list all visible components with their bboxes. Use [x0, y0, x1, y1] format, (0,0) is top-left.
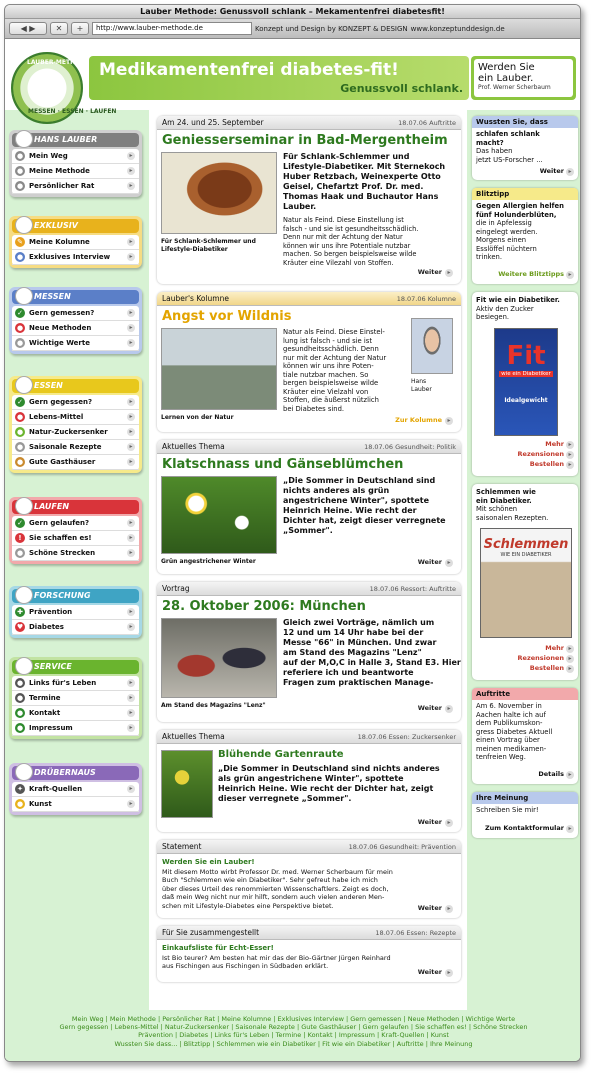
flask-icon: ⚗ [15, 586, 33, 604]
nav-item-gute-gasthaeuser[interactable]: ● Gute Gasthäuser ▸ [12, 455, 139, 470]
article-statement [157, 840, 461, 918]
method-icon: ● [16, 167, 24, 175]
nav-item-neue-methoden[interactable]: ● Neue Methoden ▸ [12, 321, 139, 336]
nav-item-meine-methode[interactable]: ● Meine Methode ▸ [12, 164, 139, 179]
box-auftritte [472, 688, 578, 784]
article-title[interactable]: Geniesserseminar in Bad-Mergentheim [162, 133, 448, 148]
article-text: Für Schlank-Schlemmer und Lifestyle-Diabetiker. Mit Sternekoch Huber Retzbach, Weinexperte Otto Geisel, Chefartzt Prof. Dr. med. Thomas Haak und Buchautor Hans Lauber. [283, 152, 446, 211]
article-text: Natur als Feind. Diese Einstel- lung ist falsch - und sie ist gesundheitsschädlich. Denn nur mit der Achtung der Natur können wir uns ihre Poten- tiale nutzbar machen. So bergen beispielsweise wilde Kräuter eine Vielzahl von Stoffen, die äußerst nützlich bei Diabetes sind. [283, 328, 387, 413]
lauber-line2: ein Lauber. [478, 73, 534, 84]
nav-group-exklusiv [9, 216, 142, 268]
box-text: Das haben jetzt US-Forscher ... [476, 147, 543, 164]
arrow-icon: ▸ [127, 324, 135, 332]
box-text: Schreiben Sie mir! [476, 806, 539, 814]
article-header: Für Sie zusammengestellt 18.07.06 Essen: Rezepte [157, 926, 461, 940]
site-logo[interactable] [11, 52, 117, 124]
article-header: Vortrag 18.07.06 Ressort: Auftritte [157, 582, 461, 596]
arrow-icon: ▸ [127, 309, 135, 317]
article-geniesserseminar [157, 116, 461, 284]
recipe-icon: ● [16, 443, 24, 451]
arrow-icon: ▸ [127, 709, 135, 717]
plant-image[interactable] [161, 750, 213, 818]
article-title[interactable]: 28. Oktober 2006: München [162, 599, 366, 614]
goal-icon: ! [15, 533, 25, 543]
arrow-icon: ▸ [127, 608, 135, 616]
arrow-icon: ▸ [127, 694, 135, 702]
plant-icon: ● [16, 428, 24, 436]
weiter-link[interactable]: Weiter ▸ [418, 818, 453, 827]
nav-item-links[interactable]: ● Links für's Leben ▸ [12, 676, 139, 691]
runner-icon: ➤ [15, 497, 33, 515]
box-text: Aktiv den Zucker besiegen. [476, 304, 534, 321]
page-content [5, 40, 581, 1062]
nav-item-mein-weg[interactable]: ● Mein Weg ▸ [12, 149, 139, 164]
footer-links [5, 1010, 581, 1062]
nav-item-diabetes[interactable]: ♥ Diabetes ▸ [12, 620, 139, 635]
portrait-image[interactable] [411, 318, 453, 374]
nav-item-schoene-strecken[interactable]: ● Schöne Strecken ▸ [12, 546, 139, 561]
route-icon: ● [16, 549, 24, 557]
nav-item-kunst[interactable]: ● Kunst ▸ [12, 797, 139, 812]
nav-head-exklusiv[interactable]: ★ EXKLUSIV [12, 219, 139, 233]
logo-text-top: LAUBER-METHODE [27, 59, 90, 66]
source-icon: ✦ [15, 784, 25, 794]
article-header: Am 24. und 25. September 18.07.06 Auftritte [157, 116, 461, 130]
nav-group-forschung [9, 586, 142, 638]
weiter-link[interactable]: Weiter ▸ [540, 167, 574, 176]
weiter-link[interactable]: Weiter ▸ [418, 968, 453, 977]
footer-line[interactable]: Mein Weg | Mein Methode | Persönlicher Rat | Meine Kolumne | Exklusives Interview | Gern gemessen | Neue Methoden | Wichtige Werte [71, 1015, 516, 1023]
nav-head-essen[interactable]: ✂ ESSEN [12, 379, 139, 393]
nav-group-drueberaus [9, 763, 142, 815]
banner [89, 56, 469, 100]
heart-icon: ♥ [16, 623, 24, 631]
globe-icon: ◉ [15, 763, 33, 781]
calendar-icon: ● [16, 694, 24, 702]
arrow-icon: ▸ [127, 724, 135, 732]
nav-item-gern-gelaufen[interactable]: ✓ Gern gelaufen? ▸ [12, 516, 139, 531]
footer-line[interactable]: Prävention | Diabetes | Links für's Leben | Termine | Kontakt | Impressum | Kraft-Quellen | Kunst [138, 1031, 449, 1040]
article-text: „Die Sommer in Deutschland sind nichts anderes als grün angestrichene Winter", spottete Heinrich Heine. Wie recht der Dichter hat, zeigt dieser verregnete „Sommer". [283, 476, 446, 535]
nav-item-impressum[interactable]: ● Impressum ▸ [12, 721, 139, 736]
article-title[interactable]: Angst vor Wildnis [162, 309, 292, 324]
nav-item-gern-gegessen[interactable]: ✓ Gern gegessen? ▸ [12, 395, 139, 410]
box-bold-text: Schlemmen wie ein Diabetiker. [476, 488, 536, 505]
article-header: Lauber's Kolumne 18.07.06 Kolumne [157, 292, 461, 306]
image-caption: Lernen von der Natur [161, 414, 234, 421]
nav-item-kraft-quellen[interactable]: ✦ Kraft-Quellen ▸ [12, 782, 139, 797]
food-image[interactable] [161, 152, 277, 234]
box-bold-text: Gegen Allergien helfen fünf Holunderblüten, [476, 202, 564, 219]
statement-title[interactable]: Werden Sie ein Lauber! [162, 858, 255, 866]
weiter-link[interactable]: Weiter ▸ [418, 558, 453, 567]
box-bold-text: Fit wie ein Diabetiker. [476, 296, 560, 304]
nav-item-lebens-mittel[interactable]: ● Lebens-Mittel ▸ [12, 410, 139, 425]
advice-icon: ● [16, 182, 24, 190]
nav-item-gern-gemessen[interactable]: ✓ Gern gemessen? ▸ [12, 306, 139, 321]
interview-icon: ● [16, 253, 24, 261]
box-wussten-sie [472, 116, 578, 180]
nav-head-hans-lauber[interactable]: ☺ HANS LAUBER [12, 133, 139, 147]
article-vortrag [157, 582, 461, 722]
browser-toolbar [5, 19, 580, 39]
arrow-icon: ▸ [127, 534, 135, 542]
lauber-signature: Prof. Werner Scherbaum [478, 84, 551, 91]
birds-image[interactable] [161, 328, 277, 410]
box-fit-wie-ein-diabetiker [472, 292, 578, 476]
rezensionen-link[interactable]: Rezensionen ▸ [518, 654, 574, 663]
link-icon: ● [16, 679, 24, 687]
star-icon: ★ [15, 216, 33, 234]
bestellen-link[interactable]: Bestellen ▸ [530, 664, 574, 673]
article-header: Statement 18.07.06 Gesundheit: Prävention [157, 840, 461, 854]
nav-group-service [9, 657, 142, 739]
logo-text-bottom: MESSEN · ESSEN · LAUFEN [28, 108, 117, 115]
article-text: Gleich zwei Vorträge, nämlich um 12 und um 14 Uhr habe bei der Messe "66" in München. Und zwar am Stand des Magazins "Lenz" auf der M,O,C in Halle 3, Stand E3. Hier referiere ich und beantworte Fragen zum praktischen Manage- [283, 618, 461, 687]
values-icon: ● [16, 339, 24, 347]
article-header: Aktuelles Thema 18.07.06 Essen: Zuckersenker [157, 730, 461, 744]
nav-item-saisonale-rezepte[interactable]: ● Saisonale Rezepte ▸ [12, 440, 139, 455]
statement-text: Mit diesem Motto wirbt Professor Dr. med. Werner Scherbaum für mein Buch "Schlemmen wie ein Diabetiker". Sehr gefreut habe ich mich über dieses Urteil des renommierten Wissenschaftlers. Zeigt es doch, daß mein Weg nicht nur mir hilft, sondern auch vielen anderen Men- schen mit Lifestyle-Diabetes eine Perspektive bietet. [162, 868, 393, 910]
weiter-link[interactable]: Weiter ▸ [418, 268, 453, 277]
pen-icon: ✎ [15, 237, 25, 247]
arrow-icon: ▸ [127, 428, 135, 436]
article-header: Aktuelles Thema 18.07.06 Gesundheit: Politik [157, 440, 461, 454]
nav-item-persoenlicher-rat[interactable]: ● Persönlicher Rat ▸ [12, 179, 139, 194]
nav-item-kontakt[interactable]: ● Kontakt ▸ [12, 706, 139, 721]
back-forward-button[interactable]: ◀ ▶ [9, 22, 47, 35]
arrow-icon: ▸ [127, 398, 135, 406]
nav-group-essen [9, 376, 142, 473]
measure-icon: ✓ [15, 287, 33, 305]
footer-line[interactable]: Wussten Sie dass... | Blitztipp | Schlemmen wie ein Diabetiker | Fit wie ein Diabetiker | Auftritte | Ihre Meinung [114, 1039, 473, 1048]
arrow-icon: ▸ [127, 152, 135, 160]
window-title: Lauber Methode: Genussvoll schlank – Mekamentenfrei diabetesfit! [5, 5, 580, 19]
arrow-icon: ▸ [127, 182, 135, 190]
contact-icon: ● [16, 709, 24, 717]
nav-head-drueberaus[interactable]: ◉ DRÜBERNAUS [12, 766, 139, 780]
nav-item-sie-schaffen-es[interactable]: ! Sie schaffen es! ▸ [12, 531, 139, 546]
event-image[interactable] [161, 618, 277, 698]
art-icon: ● [16, 800, 24, 808]
arrow-icon: ▸ [127, 458, 135, 466]
check-icon: ✓ [15, 397, 25, 407]
nav-item-praevention[interactable]: ✚ Prävention ▸ [12, 605, 139, 620]
arrow-icon: ▸ [127, 167, 135, 175]
check-icon: ✓ [15, 308, 25, 318]
check-icon: ✓ [15, 518, 25, 528]
banner-title: Medikamentenfrei diabetes-fit! [99, 60, 399, 80]
arrow-icon: ▸ [127, 339, 135, 347]
bestellen-link[interactable]: Bestellen ▸ [530, 460, 574, 469]
nav-group-messen [9, 287, 142, 354]
arrow-icon: ▸ [127, 253, 135, 261]
box-text: Am 6. November in Aachen halte ich auf dem Publikumskon- gress Diabetes Aktuell einen Vortrag über meinen medikamen- tenfreien Weg. [476, 702, 553, 761]
rezensionen-link[interactable]: Rezensionen ▸ [518, 450, 574, 459]
article-text: „Die Sommer in Deutschland sind nichts anderes als grün angestrichene Winter", spottete Heinrich Heine. Wie recht der Dichter hat, zeigt dieser verregnete „Sommer". [218, 764, 440, 803]
nav-head-forschung[interactable]: ⚗ FORSCHUNG [12, 589, 139, 603]
nav-head-messen[interactable]: ✓ MESSEN [12, 290, 139, 304]
box-text: die in Apfelessig eingelegt werden. Morgens einen Esslöffel nüchtern trinken. [476, 219, 538, 261]
nav-head-service[interactable]: ✚ SERVICE [12, 660, 139, 674]
cutlery-icon: ✂ [15, 376, 33, 394]
nav-group-laufen [9, 497, 142, 564]
browser-window [4, 4, 581, 1062]
person-icon: ☺ [15, 130, 33, 148]
mehr-link[interactable]: Mehr ▸ [545, 644, 574, 653]
cross-icon: ✚ [15, 607, 25, 617]
food-icon: ● [16, 413, 24, 421]
kontaktformular-link[interactable]: Zum Kontaktformular ▸ [485, 824, 574, 833]
daisies-image[interactable] [161, 476, 277, 554]
article-klatschnass [157, 440, 461, 574]
box-header: Ihre Meinung [472, 792, 578, 804]
box-blitztipp [472, 188, 578, 284]
path-icon: ● [16, 152, 24, 160]
box-header: Wussten Sie, dass [472, 116, 578, 128]
arrow-icon: ▸ [127, 238, 135, 246]
nav-group-hans-lauber [9, 130, 142, 197]
lauber-box[interactable] [471, 56, 576, 100]
arrow-icon: ▸ [127, 785, 135, 793]
nav-item-natur-zuckersenker[interactable]: ● Natur-Zuckersenker ▸ [12, 425, 139, 440]
box-header: Auftritte [472, 688, 578, 700]
site-header [5, 40, 581, 110]
new-icon: ● [16, 324, 24, 332]
nav-item-exklusives-interview[interactable]: ● Exklusives Interview ▸ [12, 250, 139, 265]
article-small-text: Natur als Feind. Diese Einstellung ist falsch - und sie ist gesundheitsschädlich. Denn nur mit der Achtung der Natur können wir uns ihre Potentiale nutzbar machen. So bergen beispielsweise wilde Kräuter eine Vilezahl von Stoffen. [283, 216, 419, 267]
nav-item-meine-kolumne[interactable]: ✎ Meine Kolumne ▸ [12, 235, 139, 250]
nav-head-laufen[interactable]: ➤ LAUFEN [12, 500, 139, 514]
footer-line[interactable]: Gern gegessen | Lebens-Mittel | Natur-Zuckersenker | Saisonale Rezepte | Gute Gasthäuser | Gern gelaufen | Sie schaffen es! | Schöne Strecken [59, 1023, 528, 1032]
arrow-icon: ▸ [127, 679, 135, 687]
info-icon: ● [16, 724, 24, 732]
image-caption: Für Schlank-Schlemmer und Lifestyle-Diabetiker [161, 238, 256, 253]
list-text: Ist Bio teurer? Am besten hat mir das der Bio-Gärtner Jürgen Reinhard aus Fischingen aus Fischingen in Südbaden erklärt. [162, 954, 391, 971]
details-link[interactable]: Details ▸ [538, 770, 574, 779]
nav-item-wichtige-werte[interactable]: ● Wichtige Werte ▸ [12, 336, 139, 351]
zur-kolumne-link[interactable]: Zur Kolumne ▸ [395, 416, 453, 425]
weiter-link[interactable]: Weiter ▸ [418, 704, 453, 713]
book-cover-schlemmen[interactable]: Schlemmen WIE EIN DIABETIKER [480, 528, 572, 638]
book-cover-fit[interactable]: Fit wie ein Diabetiker Idealgewicht [494, 328, 558, 436]
lauber-line1: Werden Sie [478, 62, 535, 73]
article-einkaufsliste [157, 926, 461, 982]
arrow-icon: ▸ [127, 549, 135, 557]
box-schlemmen-wie-ein-diabetiker [472, 484, 578, 680]
address-bar[interactable]: http://www.lauber-methode.de [92, 22, 252, 35]
nav-item-termine[interactable]: ● Termine ▸ [12, 691, 139, 706]
bookmark-konzept[interactable]: Konzept und Design by KONZEPT & DESIGN [255, 24, 408, 33]
banner-subtitle: Genussvoll schlank. [340, 82, 463, 95]
mehr-link[interactable]: Mehr ▸ [545, 440, 574, 449]
image-caption: Am Stand des Magazins "Lenz" [161, 702, 266, 709]
arrow-icon: ▸ [127, 800, 135, 808]
box-bold-text: schlafen schlank macht? [476, 130, 540, 147]
article-title[interactable]: Blühende Gartenraute [218, 749, 344, 760]
arrow-icon: ▸ [127, 519, 135, 527]
arrow-icon: ▸ [127, 413, 135, 421]
weiter-link[interactable]: Weiter ▸ [418, 904, 453, 913]
inn-icon: ● [16, 458, 24, 466]
add-bookmark-button[interactable]: + [71, 22, 89, 35]
article-title[interactable]: Klatschnass und Gänseblümchen [162, 457, 404, 472]
service-icon: ✚ [15, 657, 33, 675]
article-kolumne [157, 292, 461, 432]
box-header: Blitztipp [472, 188, 578, 200]
stop-button[interactable]: ✕ [50, 22, 68, 35]
image-caption: Grün angestrichener Winter [161, 558, 256, 565]
bookmark-url[interactable]: www.konzeptunddesign.de [410, 24, 505, 33]
list-title[interactable]: Einkaufsliste für Echt-Esser! [162, 944, 274, 952]
arrow-icon: ▸ [127, 623, 135, 631]
weitere-blitztipps-link[interactable]: Weitere Blitztipps ▸ [498, 270, 574, 279]
box-text: Mit schönen saisonalen Rezepten. [476, 505, 549, 522]
arrow-icon: ▸ [127, 443, 135, 451]
box-ihre-meinung [472, 792, 578, 838]
portrait-caption: Hans Lauber [411, 378, 432, 393]
article-gartenraute [157, 730, 461, 832]
